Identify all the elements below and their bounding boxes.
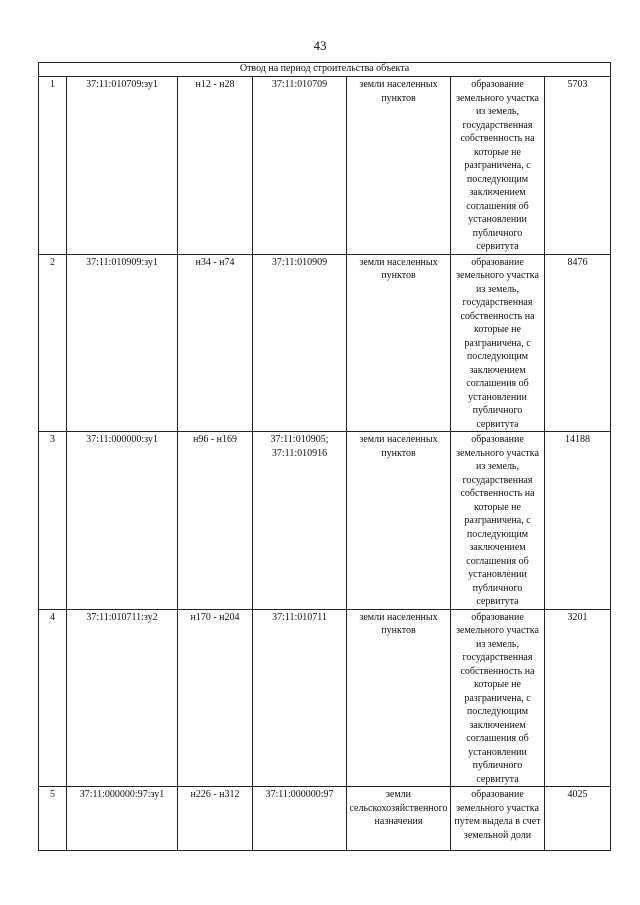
boundary-points: н12 - н28 [178,77,253,255]
cadastral-number: 37:11:010711:зу2 [67,609,178,787]
area-value: 8476 [545,254,611,432]
row-number: 2 [39,254,67,432]
formation-method: образование земельного участка из земель, государственная собственность на которые не разграничена, с последующим заключением соглашения об установлении публичного сервитута [451,77,545,255]
formation-method: образование земельного участка из земель, государственная собственность на которые не разграничена, с последующим заключением соглашения об установлении публичного сервитута [451,609,545,787]
row-number: 5 [39,787,67,851]
land-category: земли населенных пунктов [347,609,451,787]
table-row [39,432,611,610]
boundary-points: н34 - н74 [178,254,253,432]
land-category: земли населенных пунктов [347,432,451,610]
land-category: земли населенных пунктов [347,254,451,432]
area-value: 5703 [545,77,611,255]
boundary-points: н226 - н312 [178,787,253,851]
table-row [39,787,611,851]
boundary-points: н96 - н169 [178,432,253,610]
cadastral-number: 37:11:000000:зу1 [67,432,178,610]
row-number: 1 [39,77,67,255]
row-number: 3 [39,432,67,610]
area-value: 4025 [545,787,611,851]
page-number: 43 [313,38,327,53]
cadastral-block: 37:11:010709 [253,77,347,255]
cadastral-block: 37:11:010909 [253,254,347,432]
section-title: Отвод на период строительства объекта [39,63,611,77]
row-number: 4 [39,609,67,787]
land-plots-table [38,62,611,851]
boundary-points: н170 - н204 [178,609,253,787]
area-value: 14188 [545,432,611,610]
cadastral-block: 37:11:010711 [253,609,347,787]
cadastral-number: 37:11:010909:зу1 [67,254,178,432]
formation-method: образование земельного участка путем выдела в счет земельной доли [451,787,545,851]
land-category: земли населенных пунктов [347,77,451,255]
table-row [39,77,611,255]
land-category: земли сельскохозяйственного назначения [347,787,451,851]
cadastral-number: 37:11:010709:зу1 [67,77,178,255]
formation-method: образование земельного участка из земель, государственная собственность на которые не разграничена, с последующим заключением соглашения об установлении публичного сервитута [451,432,545,610]
section-header-row [39,63,611,77]
cadastral-block: 37:11:000000:97 [253,787,347,851]
table-row [39,609,611,787]
table-row [39,254,611,432]
cadastral-block: 37:11:010905; 37:11:010916 [253,432,347,610]
formation-method: образование земельного участка из земель, государственная собственность на которые не разграничена, с последующим заключением соглашения об установлении публичного сервитута [451,254,545,432]
area-value: 3201 [545,609,611,787]
cadastral-number: 37:11:000000:97:зу1 [67,787,178,851]
